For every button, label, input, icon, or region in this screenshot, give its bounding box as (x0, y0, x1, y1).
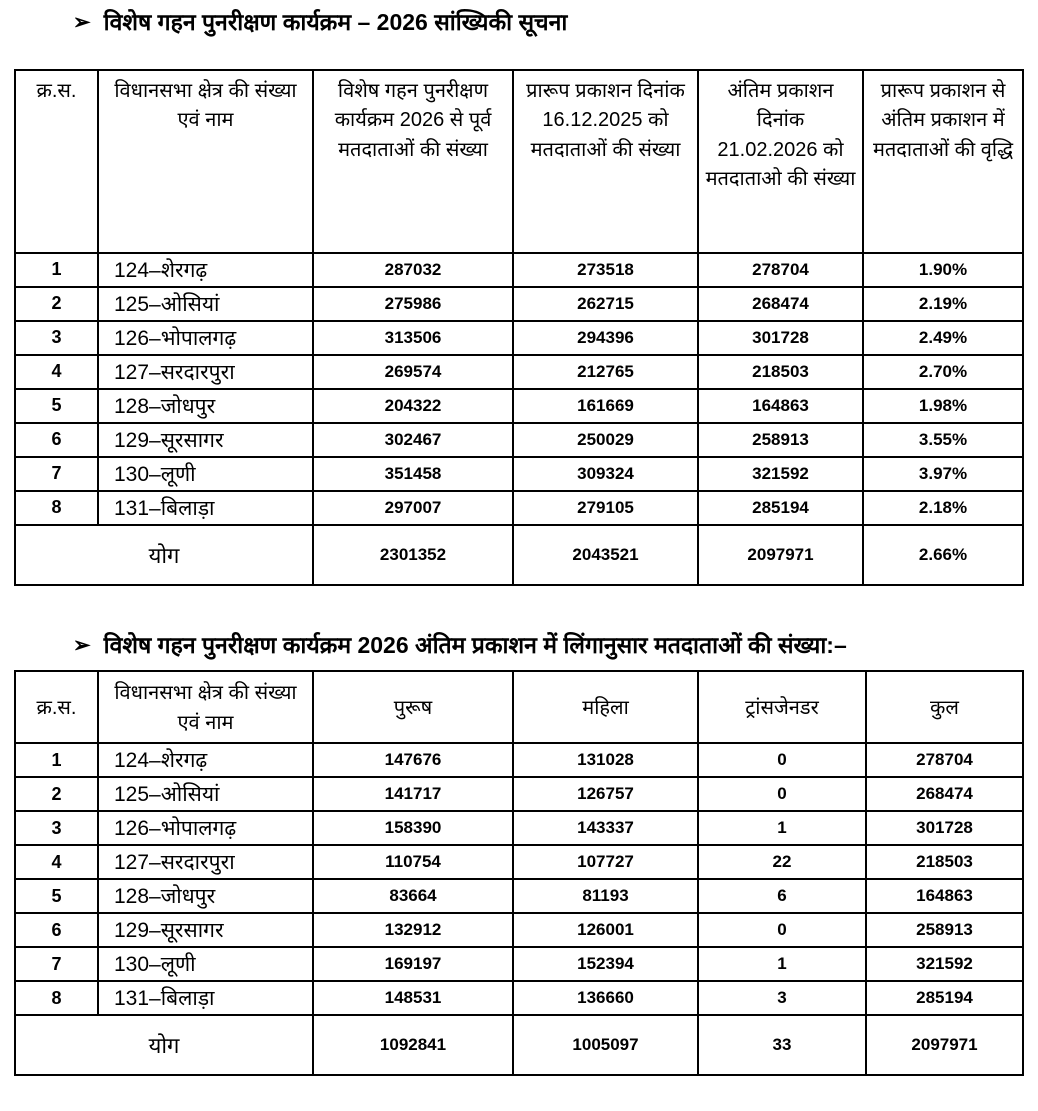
value-cell: 294396 (513, 321, 698, 355)
value-cell: 218503 (866, 845, 1023, 879)
value-cell: 301728 (866, 811, 1023, 845)
value-cell: 287032 (313, 253, 513, 287)
table-row (15, 491, 1023, 525)
table-row (15, 287, 1023, 321)
header-final-publication-electors: अंतिम प्रकाशन दिनांक 21.02.2026 को मतदाताओ की संख्या (698, 70, 863, 253)
value-cell: 285194 (866, 981, 1023, 1015)
header-electors-growth: प्रारूप प्रकाशन से अंतिम प्रकाशन में मतदाताओं की वृद्धि (863, 70, 1023, 253)
value-cell: 212765 (513, 355, 698, 389)
value-cell: 143337 (513, 811, 698, 845)
value-cell: 1.98% (863, 389, 1023, 423)
value-cell: 2.18% (863, 491, 1023, 525)
constituency-cell: 131–बिलाड़ा (98, 491, 313, 525)
constituency-cell: 129–सूरसागर (98, 913, 313, 947)
value-cell: 136660 (513, 981, 698, 1015)
value-cell: 81193 (513, 879, 698, 913)
value-cell: 262715 (513, 287, 698, 321)
serial-cell: 7 (15, 947, 98, 981)
table-header-row (15, 671, 1023, 743)
serial-cell: 3 (15, 321, 98, 355)
total-value-cell: 1005097 (513, 1015, 698, 1075)
genderwise-heading-text: विशेष गहन पुनरीक्षण कार्यक्रम 2026 अंतिम प्रकाशन में लिंगानुसार मतदाताओं की संख्या:– (103, 631, 847, 658)
value-cell: 351458 (313, 457, 513, 491)
header-male: पुरूष (313, 671, 513, 743)
header-pre-sir-electors: विशेष गहन पुनरीक्षण कार्यक्रम 2026 से पूर्व मतदाताओं की संख्या (313, 70, 513, 253)
header-serial: क्र.स. (15, 671, 98, 743)
value-cell: 141717 (313, 777, 513, 811)
value-cell: 268474 (866, 777, 1023, 811)
serial-cell: 5 (15, 879, 98, 913)
value-cell: 321592 (698, 457, 863, 491)
value-cell: 2.19% (863, 287, 1023, 321)
constituency-cell: 128–जोधपुर (98, 389, 313, 423)
total-value-cell: 2301352 (313, 525, 513, 585)
value-cell: 1 (698, 947, 866, 981)
value-cell: 110754 (313, 845, 513, 879)
table-row (15, 423, 1023, 457)
value-cell: 301728 (698, 321, 863, 355)
serial-cell: 2 (15, 777, 98, 811)
value-cell: 148531 (313, 981, 513, 1015)
value-cell: 3.55% (863, 423, 1023, 457)
constituency-cell: 130–लूणी (98, 457, 313, 491)
serial-cell: 6 (15, 423, 98, 457)
value-cell: 309324 (513, 457, 698, 491)
table-row (15, 913, 1023, 947)
value-cell: 321592 (866, 947, 1023, 981)
header-transgender: ट्रांसजेनडर (698, 671, 866, 743)
constituency-cell: 127–सरदारपुरा (98, 355, 313, 389)
constituency-cell: 128–जोधपुर (98, 879, 313, 913)
total-value-cell: 1092841 (313, 1015, 513, 1075)
total-label-cell: योग (15, 525, 313, 585)
constituency-cell: 125–ओसियां (98, 287, 313, 321)
value-cell: 258913 (866, 913, 1023, 947)
serial-cell: 4 (15, 845, 98, 879)
value-cell: 132912 (313, 913, 513, 947)
table-footer (15, 525, 1023, 585)
value-cell: 164863 (698, 389, 863, 423)
total-row (15, 1015, 1023, 1075)
table-body (15, 253, 1023, 525)
value-cell: 1.90% (863, 253, 1023, 287)
table-row (15, 811, 1023, 845)
statistics-heading (73, 7, 1038, 39)
value-cell: 1 (698, 811, 866, 845)
serial-cell: 8 (15, 981, 98, 1015)
table-row (15, 845, 1023, 879)
value-cell: 313506 (313, 321, 513, 355)
value-cell: 268474 (698, 287, 863, 321)
table-row (15, 321, 1023, 355)
value-cell: 22 (698, 845, 866, 879)
table-row (15, 981, 1023, 1015)
table-row (15, 389, 1023, 423)
total-value-cell: 2.66% (863, 525, 1023, 585)
value-cell: 3 (698, 981, 866, 1015)
arrow-bullet-icon: ➢ (73, 11, 91, 34)
header-serial: क्र.स. (15, 70, 98, 253)
table-row (15, 947, 1023, 981)
genderwise-heading (73, 630, 1038, 662)
constituency-cell: 124–शेरगढ़ (98, 253, 313, 287)
value-cell: 3.97% (863, 457, 1023, 491)
constituency-cell: 131–बिलाड़ा (98, 981, 313, 1015)
serial-cell: 6 (15, 913, 98, 947)
total-value-cell: 2097971 (698, 525, 863, 585)
table-header (15, 671, 1023, 743)
value-cell: 164863 (866, 879, 1023, 913)
serial-cell: 2 (15, 287, 98, 321)
table-row (15, 879, 1023, 913)
constituency-cell: 126–भोपालगढ़ (98, 321, 313, 355)
constituency-cell: 130–लूणी (98, 947, 313, 981)
table-header (15, 70, 1023, 253)
table-row (15, 743, 1023, 777)
constituency-cell: 129–सूरसागर (98, 423, 313, 457)
table-row (15, 253, 1023, 287)
total-value-cell: 33 (698, 1015, 866, 1075)
table-footer (15, 1015, 1023, 1075)
serial-cell: 3 (15, 811, 98, 845)
value-cell: 6 (698, 879, 866, 913)
header-total: कुल (866, 671, 1023, 743)
serial-cell: 1 (15, 743, 98, 777)
value-cell: 279105 (513, 491, 698, 525)
table-body (15, 743, 1023, 1015)
value-cell: 250029 (513, 423, 698, 457)
value-cell: 273518 (513, 253, 698, 287)
value-cell: 83664 (313, 879, 513, 913)
table-row (15, 355, 1023, 389)
value-cell: 126757 (513, 777, 698, 811)
value-cell: 275986 (313, 287, 513, 321)
table-header-row (15, 70, 1023, 253)
total-label-cell: योग (15, 1015, 313, 1075)
value-cell: 161669 (513, 389, 698, 423)
genderwise-electors-table (14, 670, 1024, 1076)
value-cell: 126001 (513, 913, 698, 947)
constituency-cell: 126–भोपालगढ़ (98, 811, 313, 845)
serial-cell: 8 (15, 491, 98, 525)
total-value-cell: 2097971 (866, 1015, 1023, 1075)
serial-cell: 4 (15, 355, 98, 389)
constituency-cell: 127–सरदारपुरा (98, 845, 313, 879)
arrow-bullet-icon: ➢ (73, 633, 91, 657)
value-cell: 107727 (513, 845, 698, 879)
value-cell: 158390 (313, 811, 513, 845)
sir-statistics-table (14, 69, 1024, 586)
statistics-heading-text: विशेष गहन पुनरीक्षण कार्यक्रम – 2026 सांख्यिकी सूचना (103, 9, 568, 35)
value-cell: 152394 (513, 947, 698, 981)
value-cell: 258913 (698, 423, 863, 457)
value-cell: 0 (698, 913, 866, 947)
serial-cell: 1 (15, 253, 98, 287)
value-cell: 278704 (698, 253, 863, 287)
value-cell: 269574 (313, 355, 513, 389)
value-cell: 2.70% (863, 355, 1023, 389)
value-cell: 0 (698, 777, 866, 811)
value-cell: 147676 (313, 743, 513, 777)
serial-cell: 7 (15, 457, 98, 491)
value-cell: 278704 (866, 743, 1023, 777)
serial-cell: 5 (15, 389, 98, 423)
total-row (15, 525, 1023, 585)
value-cell: 297007 (313, 491, 513, 525)
header-constituency: विधानसभा क्षेत्र की संख्या एवं नाम (98, 671, 313, 743)
header-constituency: विधानसभा क्षेत्र की संख्या एवं नाम (98, 70, 313, 253)
value-cell: 2.49% (863, 321, 1023, 355)
total-value-cell: 2043521 (513, 525, 698, 585)
header-female: महिला (513, 671, 698, 743)
table-row (15, 457, 1023, 491)
header-draft-publication-electors: प्रारूप प्रकाशन दिनांक 16.12.2025 को मतदाताओं की संख्या (513, 70, 698, 253)
constituency-cell: 124–शेरगढ़ (98, 743, 313, 777)
value-cell: 131028 (513, 743, 698, 777)
value-cell: 204322 (313, 389, 513, 423)
value-cell: 218503 (698, 355, 863, 389)
constituency-cell: 125–ओसियां (98, 777, 313, 811)
value-cell: 0 (698, 743, 866, 777)
table-row (15, 777, 1023, 811)
value-cell: 169197 (313, 947, 513, 981)
value-cell: 285194 (698, 491, 863, 525)
value-cell: 302467 (313, 423, 513, 457)
